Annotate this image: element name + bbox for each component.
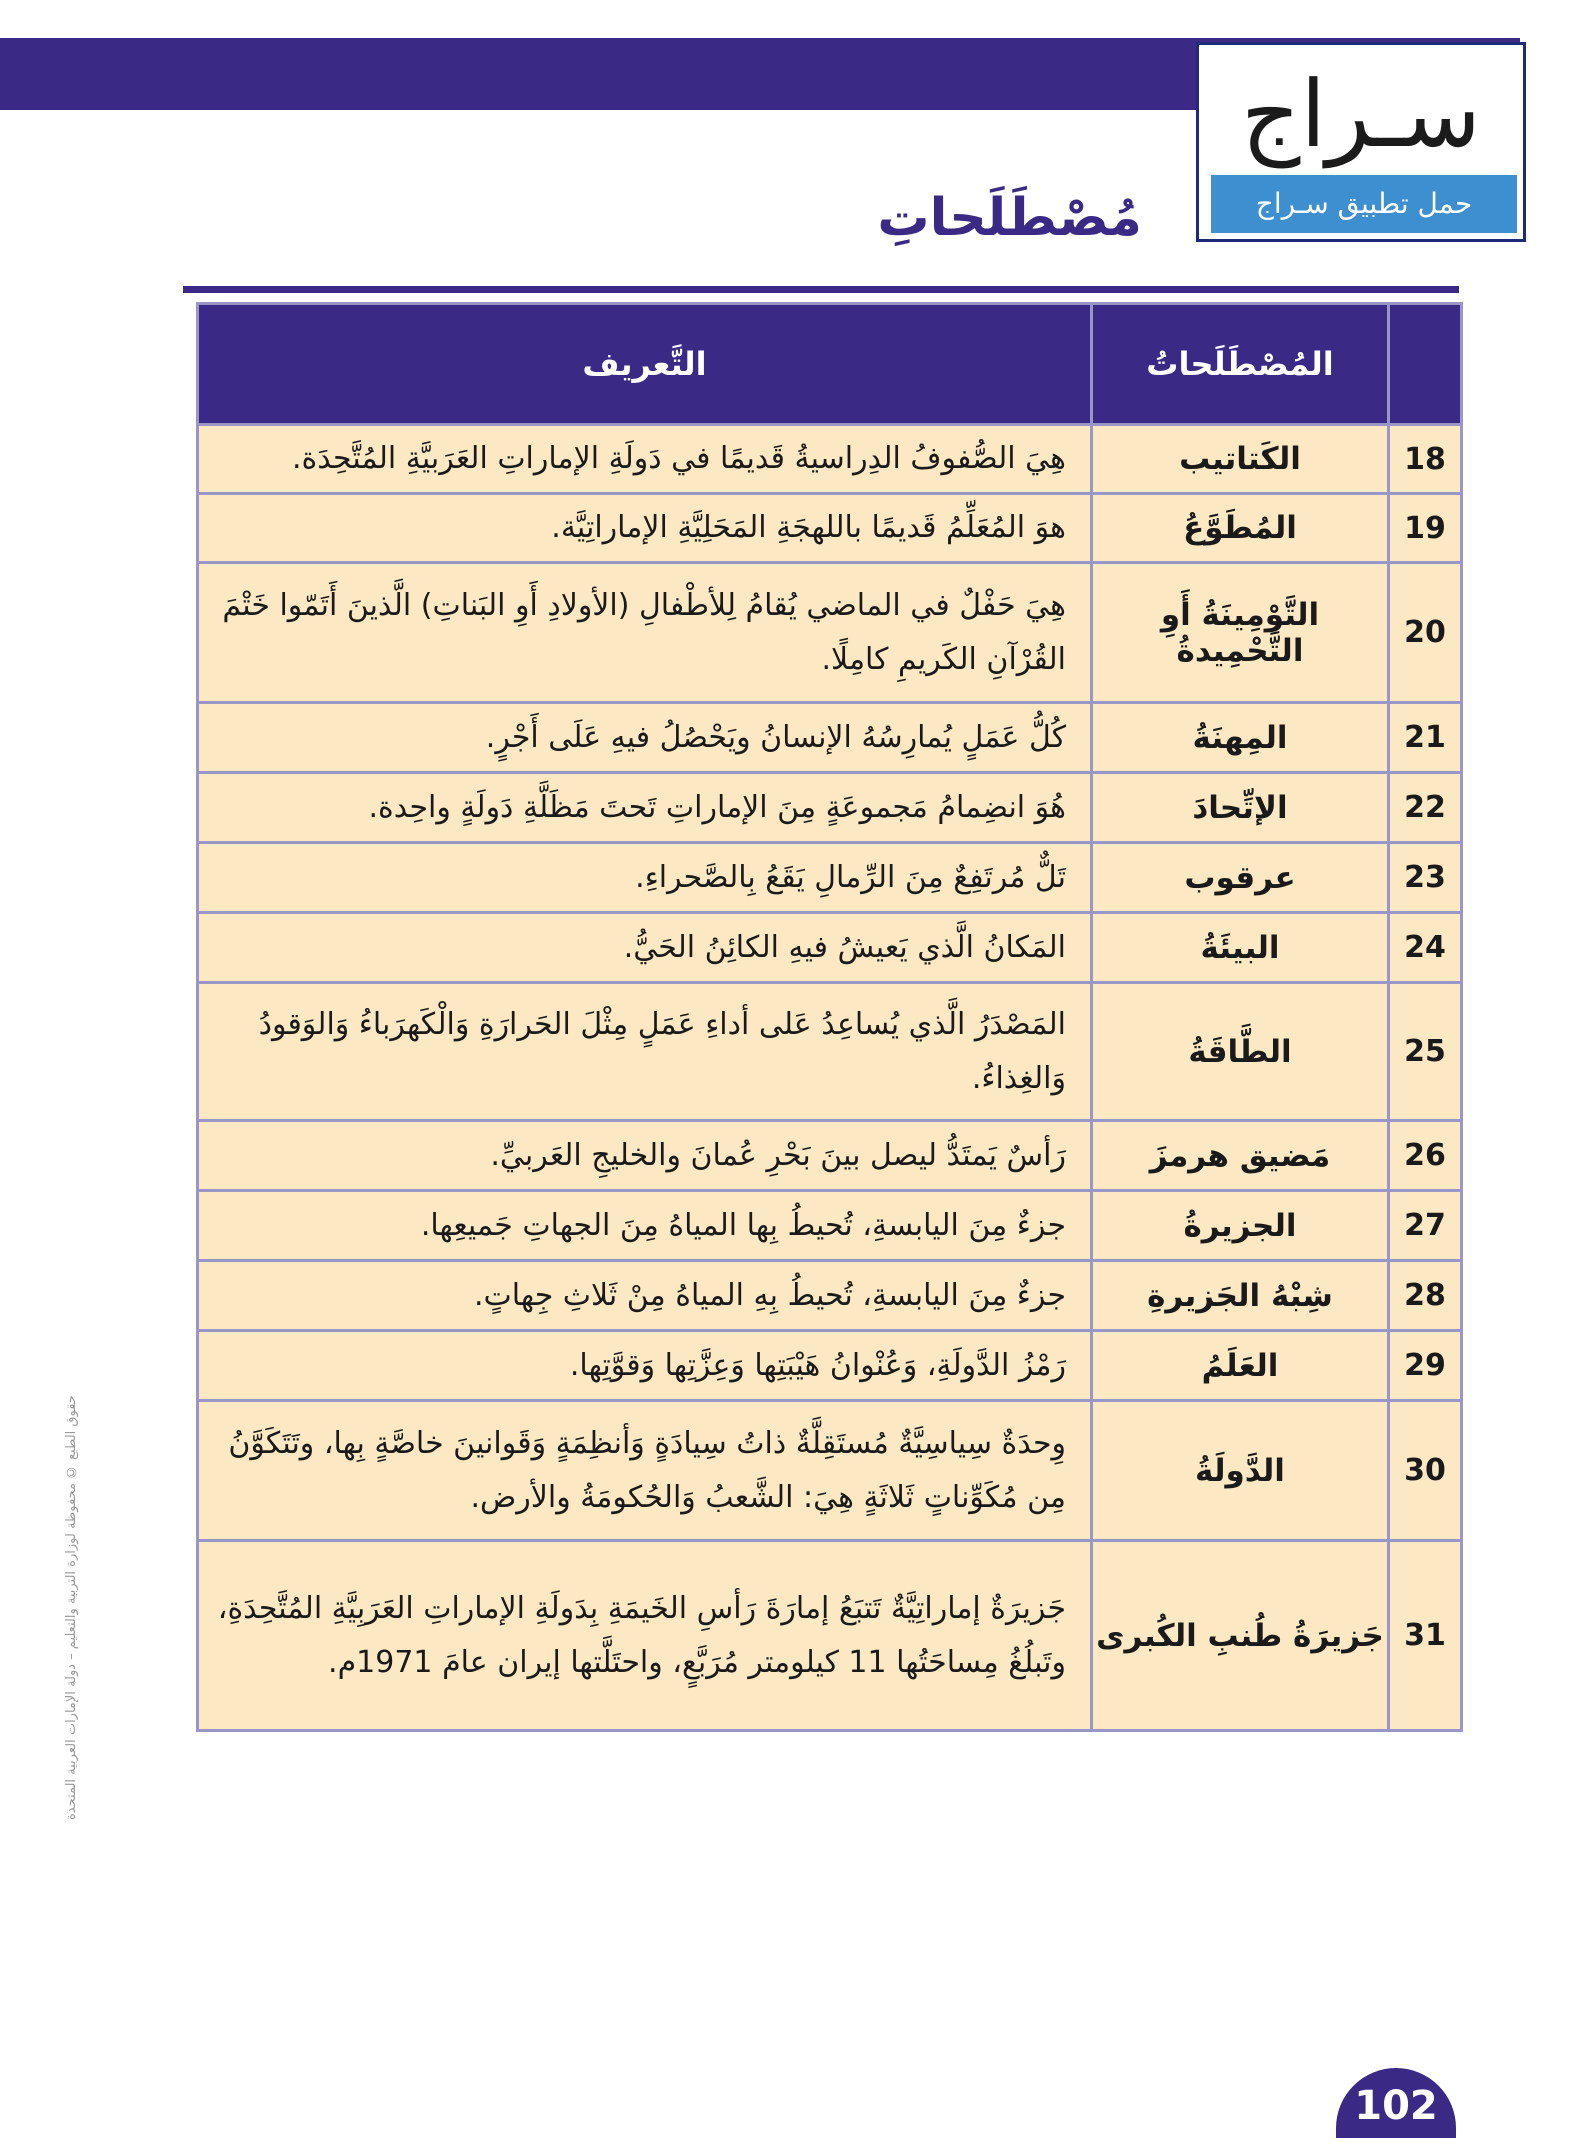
row-number: 31: [1389, 1541, 1462, 1731]
table-row: [198, 1191, 1462, 1261]
row-definition: وِحدَةٌ سِياسِيَّةٌ مُستَقِلَّةٌ ذاتُ سِيادَةٍ وَأنظِمَةٍ وَقَوانينَ خاصَّةٍ بِها، وتَتَكَوَّنُ مِن مُكَوِّناتٍ ثَلاثَةٍ هِيَ: الشَّعبُ وَالحُكومَةُ والأرض.: [198, 1401, 1092, 1541]
row-term: المُطَوَّعُ: [1092, 494, 1389, 563]
table-row: [198, 1331, 1462, 1401]
row-definition: هُوَ انضِمامُ مَجموعَةٍ مِنَ الإماراتِ تَحتَ مَظَلَّةِ دَولَةٍ واحِدة.: [198, 773, 1092, 843]
row-number: 19: [1389, 494, 1462, 563]
row-term: الدَّولَةُ: [1092, 1401, 1389, 1541]
logo-wordmark: سـراج: [1241, 61, 1481, 168]
row-term: عرقوب: [1092, 843, 1389, 913]
row-definition: جزءٌ مِنَ اليابسةِ، تُحيطُ بِها المياهُ مِنَ الجهاتِ جَميعِها.: [198, 1191, 1092, 1261]
copyright-note: حقوق الطبع © محفوظة لوزارة التربية والتعليم – دولة الإمارات العربية المتحدة: [64, 1395, 79, 1820]
table-row: [198, 1541, 1462, 1731]
title-divider: [183, 286, 1459, 293]
row-number: 24: [1389, 913, 1462, 983]
table-row: [198, 425, 1462, 494]
row-term: الإتِّحادَ: [1092, 773, 1389, 843]
row-definition: جَزيرَةٌ إماراتِيَّةٌ تَتبَعُ إمارَةَ رَأسِ الخَيمَةِ بِدَولَةِ الإماراتِ العَرَبِيَّةِ المُتَّحِدَةِ، وتَبلُغُ مِساحَتُها 11 كيلومتر مُرَبَّعٍ، واحتَلَّتها إيران عامَ 1971م.: [198, 1541, 1092, 1731]
table-row: [198, 1121, 1462, 1191]
row-term: جَزيرَةُ طُنبِ الكُبرى: [1092, 1541, 1389, 1731]
row-term: مَضيق هرمزَ: [1092, 1121, 1389, 1191]
row-number: 22: [1389, 773, 1462, 843]
row-definition: رَمْزُ الدَّولَةِ، وَعُنْوانُ هَيْبَتِها وَعِزَّتِها وَقوَّتِها.: [198, 1331, 1092, 1401]
row-term: العَلَمُ: [1092, 1331, 1389, 1401]
row-definition: رَأسٌ يَمتَدُّ ليصل بينَ بَحْرِ عُمانَ والخليجِ العَربيِّ.: [198, 1121, 1092, 1191]
row-term: الطَّاقَةُ: [1092, 983, 1389, 1121]
logo-tagline[interactable]: حمل تطبيق سـراج: [1211, 175, 1517, 233]
row-number: 30: [1389, 1401, 1462, 1541]
row-number: 21: [1389, 703, 1462, 773]
table-row: [198, 913, 1462, 983]
row-definition: جزءٌ مِنَ اليابسةِ، تُحيطُ بِهِ المياهُ مِنْ ثَلاثِ جِهاتٍ.: [198, 1261, 1092, 1331]
row-number: 25: [1389, 983, 1462, 1121]
siraj-logo[interactable]: [1196, 42, 1526, 242]
table-row: [198, 1401, 1462, 1541]
row-definition: هوَ المُعَلِّمُ قَديمًا باللهجَةِ المَحَلِيَّةِ الإماراتِيَّة.: [198, 494, 1092, 563]
row-number: 28: [1389, 1261, 1462, 1331]
row-definition: المَصْدَرُ الَّذي يُساعِدُ عَلى أداءِ عَمَلٍ مِثْلَ الحَرارَةِ وَالْكَهرَباءُ وَالوَقودُ وَالغِذاءُ.: [198, 983, 1092, 1121]
row-number: 18: [1389, 425, 1462, 494]
row-number: 29: [1389, 1331, 1462, 1401]
row-term: الكَتاتيب: [1092, 425, 1389, 494]
row-definition: هِيَ الصُّفوفُ الدِراسيةُ قَديمًا في دَولَةِ الإماراتِ العَرَبيَّةِ المُتَّحِدَة.: [198, 425, 1092, 494]
row-definition: كُلُّ عَمَلٍ يُمارِسُهُ الإنسانُ ويَحْصُلُ فيهِ عَلَى أَجْرٍ.: [198, 703, 1092, 773]
row-number: 23: [1389, 843, 1462, 913]
table-row: [198, 843, 1462, 913]
row-number: 26: [1389, 1121, 1462, 1191]
table-row: [198, 703, 1462, 773]
table-header-row: [198, 304, 1462, 425]
glossary-table: [196, 302, 1463, 1732]
table-row: [198, 1261, 1462, 1331]
row-number: 27: [1389, 1191, 1462, 1261]
row-term: شِبْهُ الجَزيرةِ: [1092, 1261, 1389, 1331]
table-row: [198, 983, 1462, 1121]
page-number: 102: [1336, 2068, 1456, 2138]
row-term: التَّوْمِينَةُ أَوِ التَّحْمِيدةُ: [1092, 563, 1389, 703]
table-row: [198, 494, 1462, 563]
row-definition: هِيَ حَفْلٌ في الماضي يُقامُ لِلأطْفالِ (الأولادِ أَوِ البَناتِ) الَّذينَ أَتَمّوا خَتْمَ القُرْآنِ الكَريمِ كامِلًا.: [198, 563, 1092, 703]
row-term: الجزيرةُ: [1092, 1191, 1389, 1261]
row-term: المِهنَةُ: [1092, 703, 1389, 773]
row-number: 20: [1389, 563, 1462, 703]
row-term: البيئَةُ: [1092, 913, 1389, 983]
row-definition: المَكانُ الَّذي يَعيشُ فيهِ الكائِنُ الحَيُّ.: [198, 913, 1092, 983]
page-title: مُصْطَلَحاتِ: [877, 188, 1142, 248]
header-term: المُصْطَلَحاتُ: [1092, 304, 1389, 425]
table-row: [198, 563, 1462, 703]
header-number: [1389, 304, 1462, 425]
row-definition: تَلٌّ مُرتَفِعٌ مِنَ الرِّمالِ يَقَعُ بِالصَّحراءِ.: [198, 843, 1092, 913]
table-row: [198, 773, 1462, 843]
header-definition: التَّعريف: [198, 304, 1092, 425]
